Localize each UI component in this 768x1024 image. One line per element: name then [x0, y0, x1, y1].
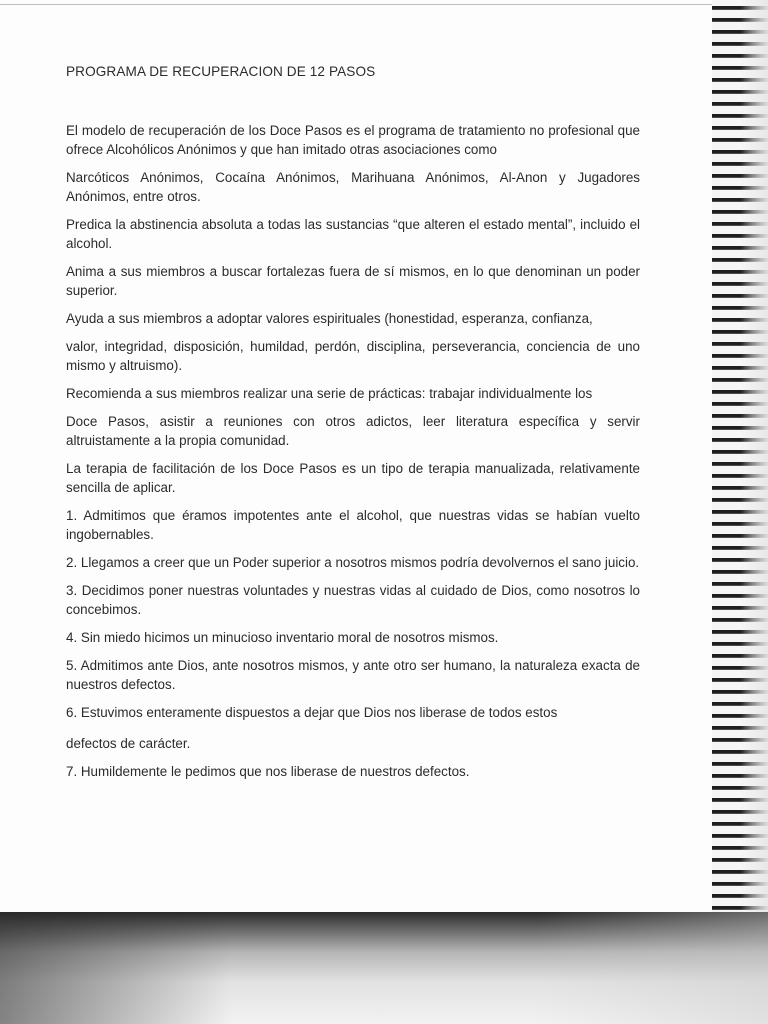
step-7: 7. Humildemente le pedimos que nos liberase de nuestros defectos.: [66, 764, 470, 779]
paragraph-values-1: Ayuda a sus miembros a adoptar valores espirituales (honestidad, esperanza, confianza,: [66, 311, 593, 326]
paragraph-values-2: valor, integridad, disposición, humildad, perdón, disciplina, perseverancia, conciencia de uno mismo y altruismo).: [66, 339, 640, 373]
step-5: 5. Admitimos ante Dios, ante nosotros mismos, y ante otro ser humano, la naturaleza exacta de nuestros defectos.: [66, 658, 640, 692]
step-4: 4. Sin miedo hicimos un minucioso inventario moral de nosotros mismos.: [66, 630, 499, 645]
binding-shadow: [740, 0, 768, 912]
paragraph-intro: El modelo de recuperación de los Doce Pasos es el programa de tratamiento no profesional que ofrece Alcohólicos Anónimos y que han imitado otras asociaciones como: [66, 123, 640, 157]
document-body: [66, 62, 640, 790]
paragraph-abstinence: Predica la abstinencia absoluta a todas las sustancias “que alteren el estado mental”, incluido el alcohol.: [66, 217, 640, 251]
paragraph-practices-2: Doce Pasos, asistir a reuniones con otros adictos, leer literatura específica y servir altruistamente a la propia comunidad.: [66, 414, 640, 448]
paragraph-practices-1: Recomienda a sus miembros realizar una serie de prácticas: trabajar individualmente los: [66, 386, 593, 401]
step-2: 2. Llegamos a creer que un Poder superior a nosotros mismos podría devolvernos el sano juicio.: [66, 555, 640, 570]
step-1: 1. Admitimos que éramos impotentes ante el alcohol, que nuestras vidas se habían vuelto ingobernables.: [66, 508, 640, 542]
paragraph-therapy: La terapia de facilitación de los Doce Pasos es un tipo de terapia manualizada, relativamente sencilla de aplicar.: [66, 461, 640, 495]
document-title: PROGRAMA DE RECUPERACION DE 12 PASOS: [66, 64, 376, 79]
paragraph-associations: Narcóticos Anónimos, Cocaína Anónimos, Marihuana Anónimos, Al-Anon y Jugadores Anónimos, entre otros.: [66, 170, 640, 204]
step-6-line-1: 6. Estuvimos enteramente dispuestos a dejar que Dios nos liberase de todos estos: [66, 705, 558, 720]
step-3: 3. Decidimos poner nuestras voluntades y nuestras vidas al cuidado de Dios, como nosotros lo concebimos.: [66, 583, 640, 617]
paragraph-higher-power: Anima a sus miembros a buscar fortalezas fuera de sí mismos, en lo que denominan un poder superior.: [66, 264, 640, 298]
step-6-line-2: defectos de carácter.: [66, 736, 191, 751]
scanner-bottom-shadow: [0, 912, 768, 1024]
page-top-edge: [0, 4, 716, 5]
